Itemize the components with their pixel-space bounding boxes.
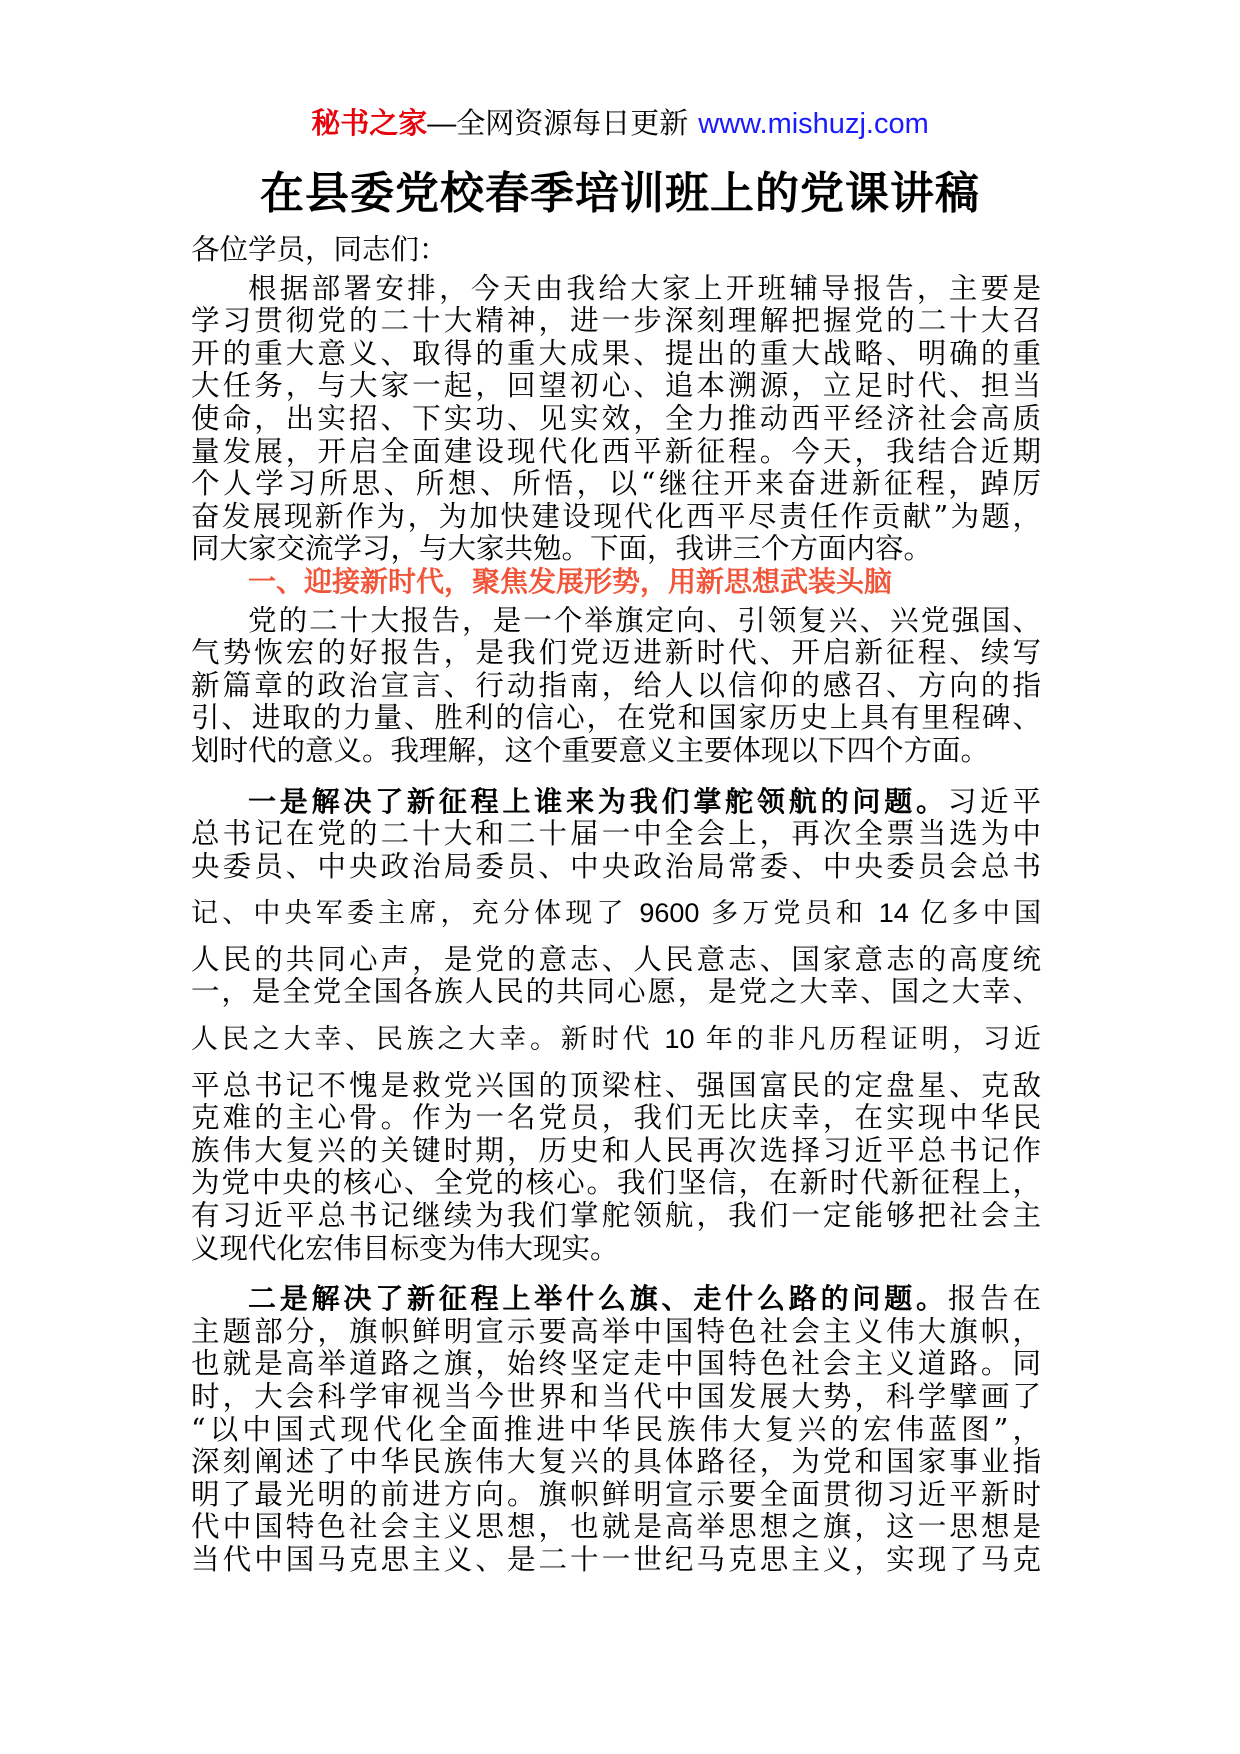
paragraph-text: 习近平 bbox=[947, 784, 1041, 818]
brand-name: 秘书之家 bbox=[311, 108, 428, 140]
paragraph-line bbox=[191, 1283, 1041, 1316]
point-lead-sentence: 一是解决了新征程上谁来为我们掌舵领航的问题。 bbox=[248, 784, 948, 818]
section-heading: 一、迎接新时代，聚焦发展形势，用新思想武装头脑 bbox=[248, 564, 893, 598]
paragraph-line: 一，是全党全国各族人民的共同心愿，是党之大幸、国之大幸、 bbox=[191, 975, 1041, 1009]
paragraph-line: 主题部分，旗帜鲜明宣示要高举中国特色社会主义伟大旗帜， bbox=[191, 1314, 1041, 1348]
greeting: 各位学员，同志们： bbox=[191, 233, 448, 266]
paragraph-line: 族伟大复兴的关键时期，历史和人民再次选择习近平总书记作 bbox=[191, 1133, 1041, 1167]
paragraph-line: 有习近平总书记继续为我们掌舵领航，我们一定能够把社会主 bbox=[191, 1199, 1041, 1233]
paragraph-line: 当代中国马克思主义、是二十一世纪马克思主义，实现了马克 bbox=[191, 1542, 1041, 1576]
paragraph-line: 总书记在党的二十大和二十届一中全会上，再次全票当选为中 bbox=[191, 817, 1041, 851]
point2-paragraph bbox=[191, 1283, 1041, 1576]
paragraph-line: 气势恢宏的好报告，是我们党迈进新时代、开启新征程、续写 bbox=[191, 636, 1041, 670]
paragraph-line: 个人学习所思、所想、所悟，以“继往开来奋进新征程，踔厉 bbox=[191, 467, 1041, 501]
paragraph-line: “以中国式现代化全面推进中华民族伟大复兴的宏伟蓝图”， bbox=[191, 1412, 1041, 1446]
header-slogan: —全网资源每日更新 bbox=[427, 108, 689, 140]
paragraph-line: 量发展，开启全面建设现代化西平新征程。今天，我结合近期 bbox=[191, 434, 1041, 468]
point1-paragraph bbox=[191, 786, 1041, 1266]
document-body bbox=[191, 234, 1041, 1577]
paragraph-line: 时，大会科学审视当今世界和当代中国发展大势，科学擘画了 bbox=[191, 1380, 1041, 1413]
paragraph-line: 央委员、中央政治局委员、中央政治局常委、中央委员会总书 bbox=[191, 849, 1041, 883]
paragraph-line: 代中国特色社会主义思想，也就是高举思想之旗，这一思想是 bbox=[191, 1510, 1041, 1544]
paragraph-line: 记、中央军委主席，充分体现了 9600 多万党员和 14 亿多中国 bbox=[191, 898, 1041, 929]
paragraph-line: 新篇章的政治宣言、行动指南，给人以信仰的感召、方向的指 bbox=[191, 668, 1041, 702]
paragraph-line: 克难的主心骨。作为一名党员，我们无比庆幸，在实现中华民 bbox=[191, 1101, 1041, 1135]
document-title: 在县委党校春季培训班上的党课讲稿 bbox=[260, 168, 980, 219]
point-lead-sentence: 二是解决了新征程上举什么旗、走什么路的问题。 bbox=[248, 1282, 948, 1316]
paragraph-line: 根据部署安排，今天由我给大家上开班辅导报告，主要是 bbox=[248, 271, 1041, 305]
paragraph-line: 深刻阐述了中华民族伟大复兴的具体路径，为党和国家事业指 bbox=[191, 1445, 1041, 1479]
site-header bbox=[0, 104, 1240, 144]
paragraph-line: 学习贯彻党的二十大精神，进一步深刻理解把握党的二十大召 bbox=[191, 304, 1041, 338]
paragraph-line: 义现代化宏伟目标变为伟大现实。 bbox=[191, 1231, 619, 1265]
paragraph-line: 奋发展现新作为，为加快建设现代化西平尽责任作贡献”为题， bbox=[191, 499, 1041, 533]
paragraph-line: 也就是高举道路之旗，始终坚定走中国特色社会主义道路。同 bbox=[191, 1347, 1041, 1381]
section1-paragraph bbox=[191, 605, 1041, 768]
paragraph-line: 引、进取的力量、胜利的信心，在党和国家历史上具有里程碑、 bbox=[191, 701, 1041, 735]
paragraph-line: 划时代的意义。我理解，这个重要意义主要体现以下四个方面。 bbox=[191, 733, 990, 767]
paragraph-line: 开的重大意义、取得的重大成果、提出的重大战略、明确的重 bbox=[191, 336, 1041, 370]
paragraph-line: 使命，出实招、下实功、见实效，全力推动西平经济社会高质 bbox=[191, 401, 1041, 435]
paragraph-line bbox=[191, 786, 1041, 819]
header-url-link[interactable]: www.mishuzj.com bbox=[698, 108, 929, 140]
paragraph-line: 大任务，与大家一起，回望初心、追本溯源，立足时代、担当 bbox=[191, 369, 1041, 403]
paragraph-line: 人民的共同心声，是党的意志、人民意志、国家意志的高度统 bbox=[191, 942, 1041, 976]
intro-paragraph bbox=[191, 273, 1041, 566]
paragraph-line: 同大家交流学习，与大家共勉。下面，我讲三个方面内容。 bbox=[191, 532, 933, 566]
paragraph-line: 党的二十大报告，是一个举旗定向、引领复兴、兴党强国、 bbox=[248, 603, 1041, 637]
paragraph-line: 为党中央的核心、全党的核心。我们坚信，在新时代新征程上， bbox=[191, 1166, 1041, 1200]
paragraph-line: 平总书记不愧是救党兴国的顶梁柱、强国富民的定盘星、克敌 bbox=[191, 1068, 1041, 1102]
paragraph-text: 报告在 bbox=[947, 1282, 1041, 1316]
paragraph-line: 人民之大幸、民族之大幸。新时代 10 年的非凡历程证明，习近 bbox=[191, 1024, 1041, 1055]
paragraph-line: 明了最光明的前进方向。旗帜鲜明宣示要全面贯彻习近平新时 bbox=[191, 1477, 1041, 1511]
